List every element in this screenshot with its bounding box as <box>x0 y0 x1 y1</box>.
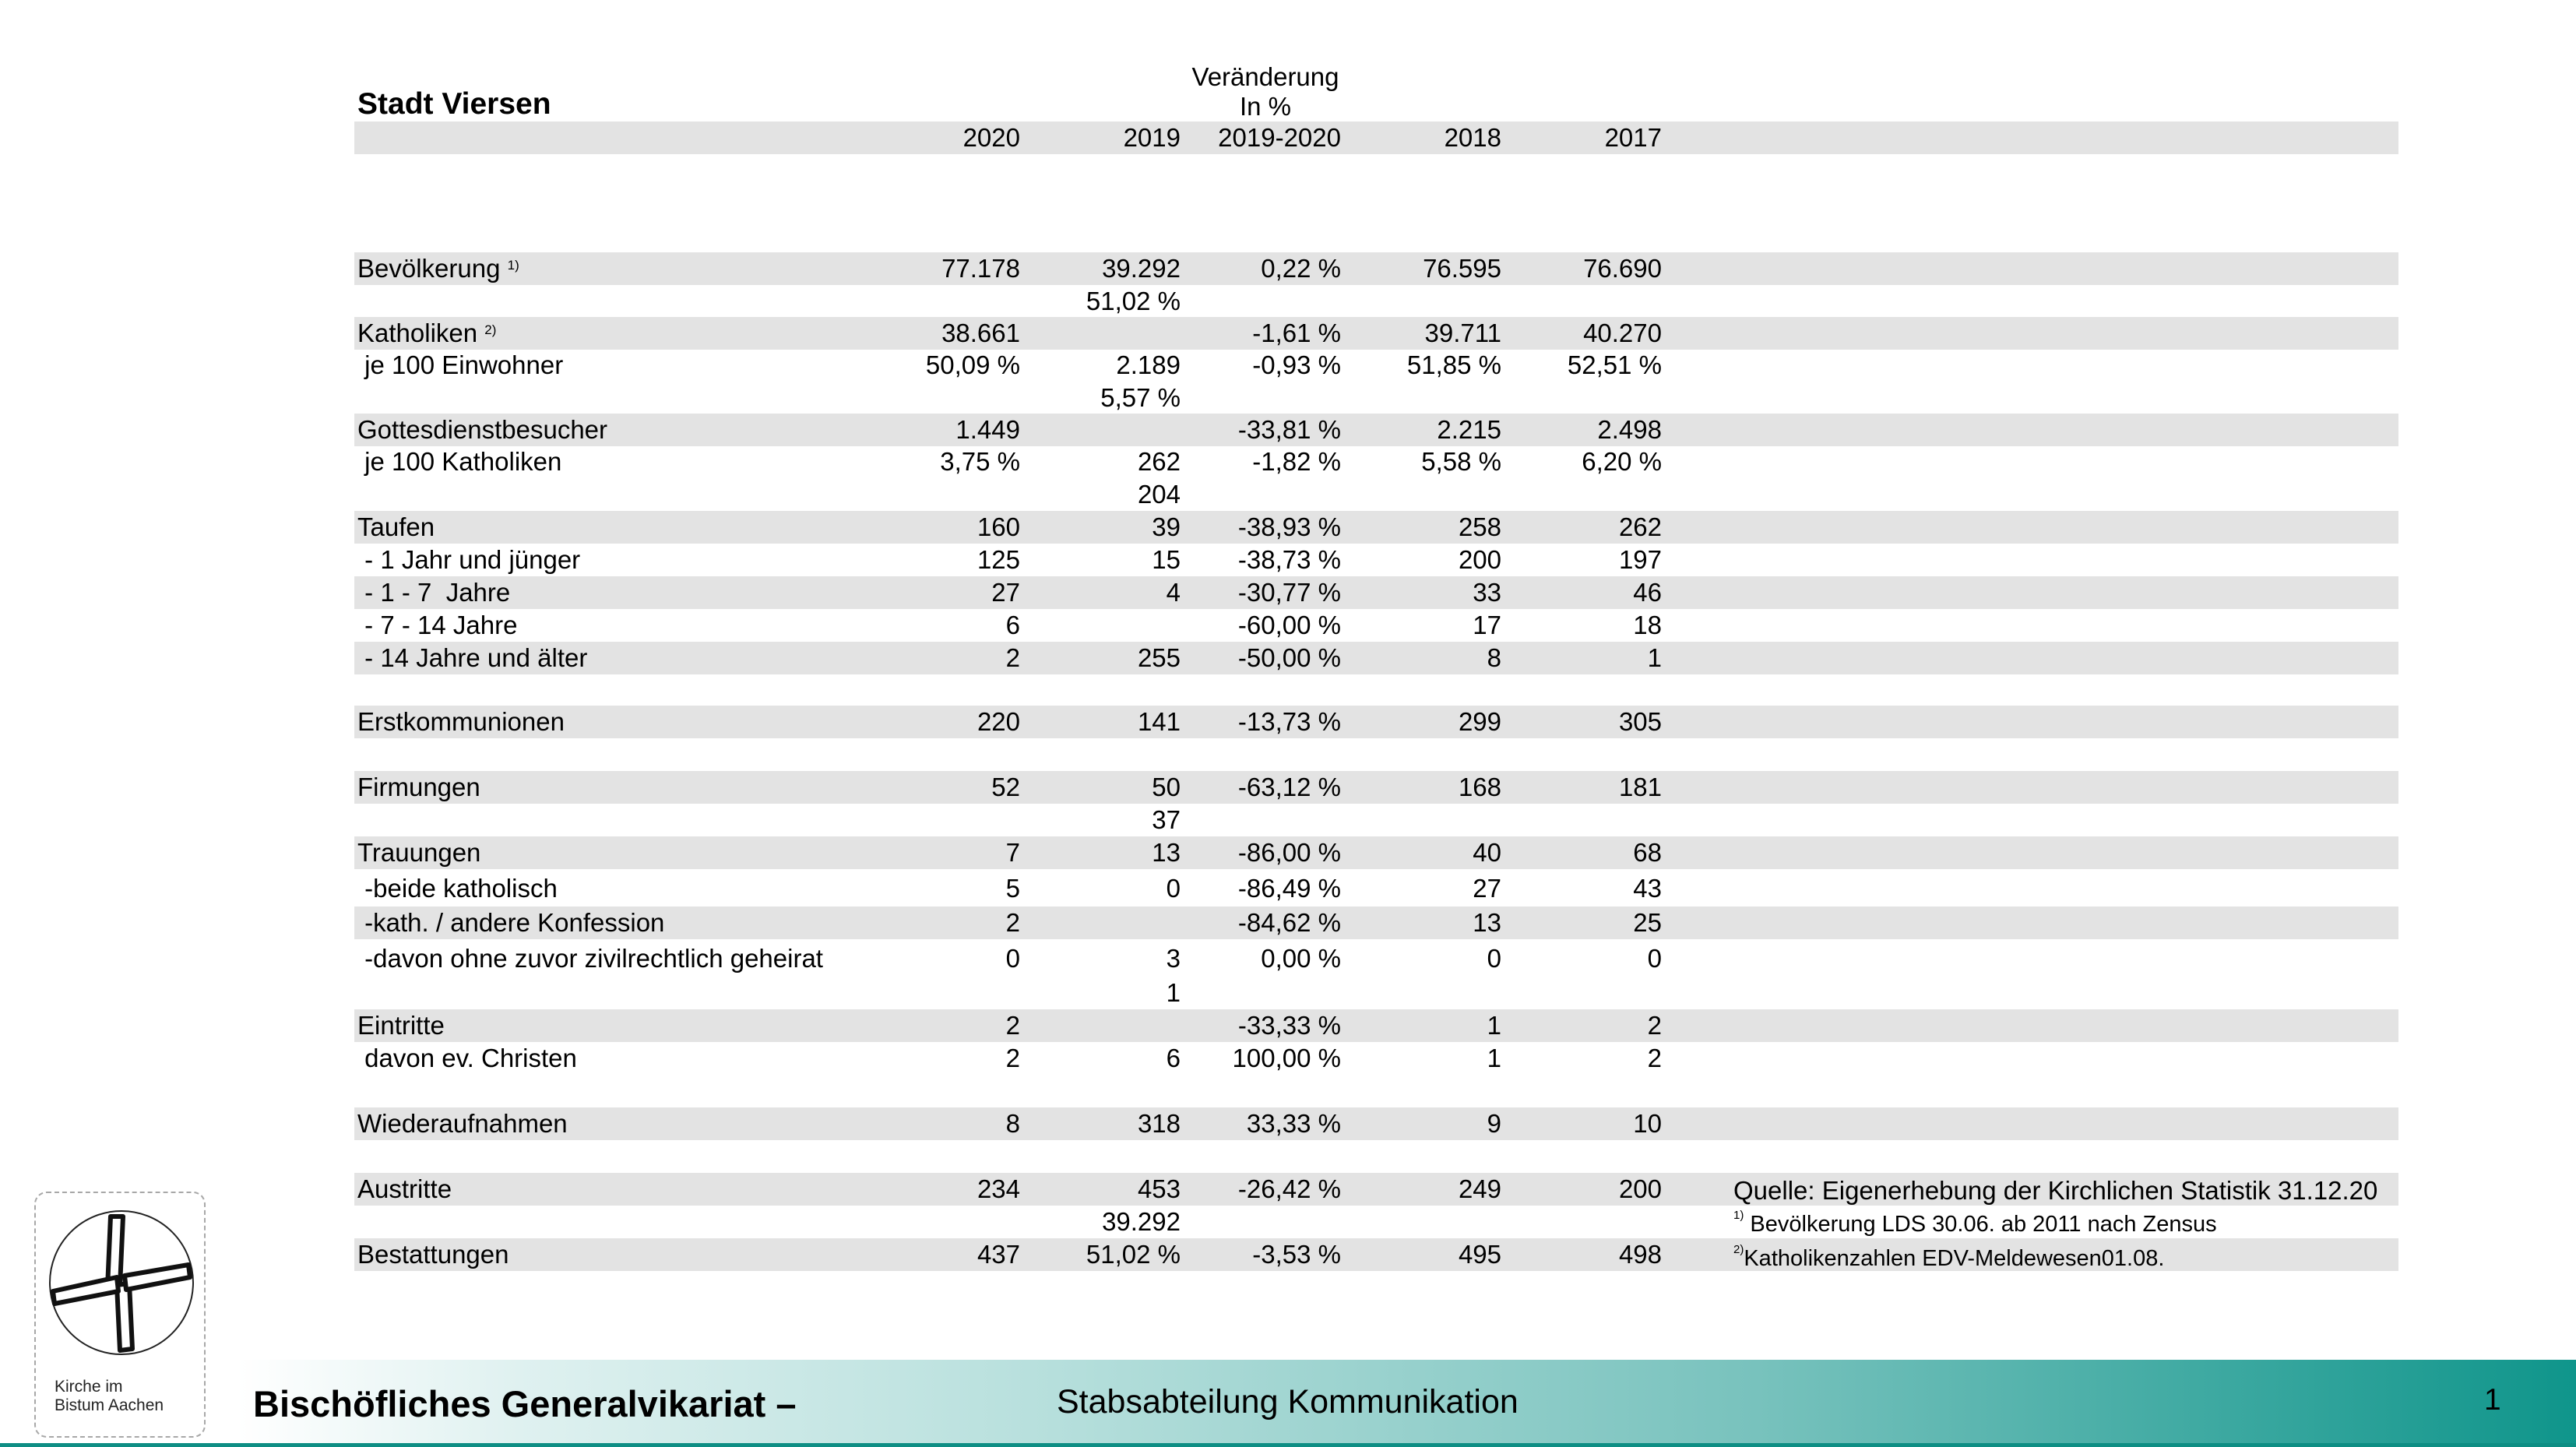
cell-2018: 249 <box>1458 1174 1501 1203</box>
cell-2018: 0 <box>1487 944 1501 973</box>
row-label-text: davon ev. Christen <box>357 1044 577 1072</box>
footnote-1-text: Bevölkerung LDS 30.06. ab 2011 nach Zensus <box>1750 1212 2217 1237</box>
cell-2020: 77.178 <box>941 254 1020 283</box>
row-label-text: Katholiken <box>357 319 478 347</box>
row-label <box>357 544 580 576</box>
row-label <box>357 609 517 642</box>
cell-2018: 13 <box>1473 908 1501 937</box>
cell-change: -84,62 % <box>1237 908 1341 937</box>
row-label-text: - 7 - 14 Jahre <box>357 611 518 639</box>
row-label-text: - 14 Jahre und älter <box>357 643 588 672</box>
cell-2019: 2.189 <box>1116 350 1181 379</box>
change-column-heading <box>1184 62 1347 121</box>
cell-2019: 318 <box>1137 1109 1181 1138</box>
cell-change: -86,00 % <box>1237 838 1341 867</box>
cell-2017: 2.498 <box>1597 415 1662 444</box>
logo-line1: Kirche im <box>55 1378 123 1396</box>
footnote-1 <box>1733 1209 2217 1238</box>
row-label <box>357 836 480 869</box>
row-label <box>357 642 587 674</box>
cell-change: -60,00 % <box>1237 611 1341 639</box>
cell-2020: 2 <box>1005 908 1020 937</box>
cell-2017: 10 <box>1633 1109 1662 1138</box>
page-title: Stadt Viersen <box>357 87 551 121</box>
cell-2019: 39.292 <box>1102 254 1181 283</box>
row-label-text: Bevölkerung <box>357 254 501 283</box>
cell-2017: 46 <box>1633 578 1662 607</box>
cell-2018: 8 <box>1487 643 1501 672</box>
cell-2018: 33 <box>1473 578 1501 607</box>
cell-2020: 5 <box>1005 874 1020 903</box>
cell-2017: 76.690 <box>1583 254 1662 283</box>
row-label <box>357 576 510 609</box>
cell-2019: 15 <box>1152 545 1181 574</box>
cell-2019: 51,02 % <box>1086 1240 1181 1269</box>
row-label <box>357 511 435 544</box>
cell-2017: 1 <box>1647 643 1662 672</box>
change-heading-line1: Veränderung <box>1191 62 1339 91</box>
row-label-text: Firmungen <box>357 773 480 801</box>
cell-2018: 299 <box>1458 707 1501 736</box>
cell-2019: 5,57 % <box>1100 383 1181 412</box>
cell-2017: 181 <box>1618 773 1662 801</box>
cell-2018: 168 <box>1458 773 1501 801</box>
cell-2018: 17 <box>1473 611 1501 639</box>
cell-2019: 39 <box>1152 512 1181 541</box>
cell-change: -33,81 % <box>1237 415 1341 444</box>
cell-2020: 1.449 <box>955 415 1020 444</box>
cell-change: 100,00 % <box>1232 1044 1341 1072</box>
cell-2020: 3,75 % <box>940 447 1020 476</box>
cell-2020: 27 <box>991 578 1020 607</box>
col-header-2020: 2020 <box>962 123 1020 152</box>
logo-line2: Bistum Aachen <box>55 1396 164 1414</box>
cell-2017: 197 <box>1618 545 1662 574</box>
footnote-marker: 1) <box>507 258 519 273</box>
cell-2019: 13 <box>1152 838 1181 867</box>
row-label-text: Eintritte <box>357 1011 445 1040</box>
cell-2019: 453 <box>1137 1174 1181 1203</box>
cell-2017: 40.270 <box>1583 319 1662 347</box>
cell-change: -38,73 % <box>1237 545 1341 574</box>
cell-2019: 39.292 <box>1102 1207 1181 1236</box>
cell-change: -3,53 % <box>1252 1240 1341 1269</box>
footnote-1-mark: 1) <box>1733 1209 1744 1222</box>
row-label <box>357 349 563 382</box>
col-header-change: 2019-2020 <box>1218 123 1341 152</box>
cell-2018: 495 <box>1458 1240 1501 1269</box>
cell-2020: 220 <box>977 707 1020 736</box>
row-label <box>357 414 607 446</box>
department-name: Stabsabteilung Kommunikation <box>1057 1383 1519 1421</box>
footnote-marker: 2) <box>484 322 497 337</box>
row-label-text: Erstkommunionen <box>357 707 565 736</box>
cell-2020: 7 <box>1005 838 1020 867</box>
row-label-text: - 1 Jahr und jünger <box>357 545 581 574</box>
cell-change: -13,73 % <box>1237 707 1341 736</box>
cell-2020: 52 <box>991 773 1020 801</box>
cell-2020: 2 <box>1005 1011 1020 1040</box>
cell-2017: 2 <box>1647 1011 1662 1040</box>
row-label <box>357 1238 509 1271</box>
cell-2018: 39.711 <box>1424 319 1501 347</box>
logo-text <box>55 1378 164 1415</box>
cell-2018: 200 <box>1458 545 1501 574</box>
cell-2020: 125 <box>977 545 1020 574</box>
cell-2017: 305 <box>1618 707 1662 736</box>
cell-2018: 258 <box>1458 512 1501 541</box>
cell-2018: 2.215 <box>1437 415 1501 444</box>
row-label-text: Gottesdienstbesucher <box>357 415 608 444</box>
cell-2018: 51,85 % <box>1406 350 1501 379</box>
row-label <box>357 1009 445 1042</box>
cell-2017: 0 <box>1647 944 1662 973</box>
cell-2017: 68 <box>1633 838 1662 867</box>
cell-2019: 262 <box>1137 447 1181 476</box>
row-label-text: Taufen <box>357 512 435 541</box>
row-label-text: Austritte <box>357 1174 452 1203</box>
cell-2019: 6 <box>1166 1044 1181 1072</box>
cell-2019: 3 <box>1166 944 1181 973</box>
cell-2017: 18 <box>1633 611 1662 639</box>
cell-change: -86,49 % <box>1237 874 1341 903</box>
row-label <box>357 445 561 478</box>
row-label-text: Trauungen <box>357 838 481 867</box>
footnote-2-text: Katholikenzahlen EDV-Meldewesen01.08. <box>1744 1246 2165 1271</box>
cell-2018: 76.595 <box>1423 254 1501 283</box>
row-label-text: -beide katholisch <box>357 874 558 903</box>
cell-2019: 141 <box>1137 707 1181 736</box>
cell-change: -1,82 % <box>1252 447 1341 476</box>
cell-2020: 2 <box>1005 643 1020 672</box>
cell-2019: 37 <box>1152 805 1181 834</box>
cell-2017: 6,20 % <box>1582 447 1662 476</box>
cross-logo-icon <box>36 1193 207 1372</box>
row-label-text: -davon ohne zuvor zivilrechtlich geheirat <box>357 944 823 973</box>
cell-change: -63,12 % <box>1237 773 1341 801</box>
row-label <box>357 317 496 350</box>
cell-2017: 43 <box>1633 874 1662 903</box>
cell-2018: 5,58 % <box>1421 447 1501 476</box>
cell-change: -38,93 % <box>1237 512 1341 541</box>
col-header-2019: 2019 <box>1123 123 1181 152</box>
cell-change: 0,22 % <box>1261 254 1341 283</box>
row-label <box>357 872 558 905</box>
cell-2020: 234 <box>977 1174 1020 1203</box>
change-heading-line2: In % <box>1239 92 1292 121</box>
cell-2019: 0 <box>1166 874 1181 903</box>
cell-2019: 51,02 % <box>1086 287 1181 315</box>
page-number: 1 <box>2484 1383 2501 1417</box>
footer-line <box>0 1443 2576 1447</box>
row-label-text: Bestattungen <box>357 1240 509 1269</box>
footnote-2 <box>1733 1243 2165 1272</box>
cell-change: -50,00 % <box>1237 643 1341 672</box>
cell-2020: 38.661 <box>941 319 1020 347</box>
cell-2019: 204 <box>1137 480 1181 509</box>
row-label <box>357 706 565 738</box>
row-label-text: -kath. / andere Konfession <box>357 908 665 937</box>
row-label-text: je 100 Einwohner <box>357 350 564 379</box>
cell-2017: 200 <box>1618 1174 1662 1203</box>
cell-2020: 0 <box>1005 944 1020 973</box>
row-label <box>357 252 519 285</box>
cell-2017: 2 <box>1647 1044 1662 1072</box>
cell-change: 0,00 % <box>1261 944 1341 973</box>
cell-change: -26,42 % <box>1237 1174 1341 1203</box>
row-label-text: je 100 Katholiken <box>357 447 562 476</box>
organization-name: Bischöfliches Generalvikariat – <box>253 1383 797 1424</box>
col-header-2018: 2018 <box>1444 123 1501 152</box>
row-label <box>357 1173 452 1206</box>
cell-2019: 255 <box>1137 643 1181 672</box>
cell-2020: 50,09 % <box>925 350 1020 379</box>
cell-change: -30,77 % <box>1237 578 1341 607</box>
cell-2018: 27 <box>1473 874 1501 903</box>
cell-2018: 1 <box>1487 1044 1501 1072</box>
row-label <box>357 771 480 804</box>
cell-change: -0,93 % <box>1252 350 1341 379</box>
cell-2019: 4 <box>1166 578 1181 607</box>
cell-2020: 8 <box>1005 1109 1020 1138</box>
cell-2017: 498 <box>1618 1240 1662 1269</box>
cell-2020: 160 <box>977 512 1020 541</box>
cell-2020: 6 <box>1005 611 1020 639</box>
col-header-2017: 2017 <box>1604 123 1662 152</box>
row-label <box>357 1107 568 1140</box>
cell-change: -33,33 % <box>1237 1011 1341 1040</box>
cell-2018: 40 <box>1473 838 1501 867</box>
cell-2017: 52,51 % <box>1567 350 1662 379</box>
cell-2018: 9 <box>1487 1109 1501 1138</box>
cell-change: -1,61 % <box>1252 319 1341 347</box>
row-label-text: - 1 - 7 Jahre <box>357 578 511 607</box>
row-label-text: Wiederaufnahmen <box>357 1109 568 1138</box>
footnote-2-mark: 2) <box>1733 1243 1744 1256</box>
cell-2019: 50 <box>1152 773 1181 801</box>
row-label <box>357 907 664 939</box>
row-label <box>357 1042 577 1075</box>
cell-2020: 2 <box>1005 1044 1020 1072</box>
row-label <box>357 942 823 975</box>
cell-2017: 262 <box>1618 512 1662 541</box>
cell-2017: 25 <box>1633 908 1662 937</box>
cell-2019: 1 <box>1166 978 1181 1007</box>
source-note: Quelle: Eigenerhebung der Kirchlichen Statistik 31.12.20 <box>1733 1176 2378 1205</box>
cell-2018: 1 <box>1487 1011 1501 1040</box>
cell-2020: 437 <box>977 1240 1020 1269</box>
cell-change: 33,33 % <box>1246 1109 1341 1138</box>
